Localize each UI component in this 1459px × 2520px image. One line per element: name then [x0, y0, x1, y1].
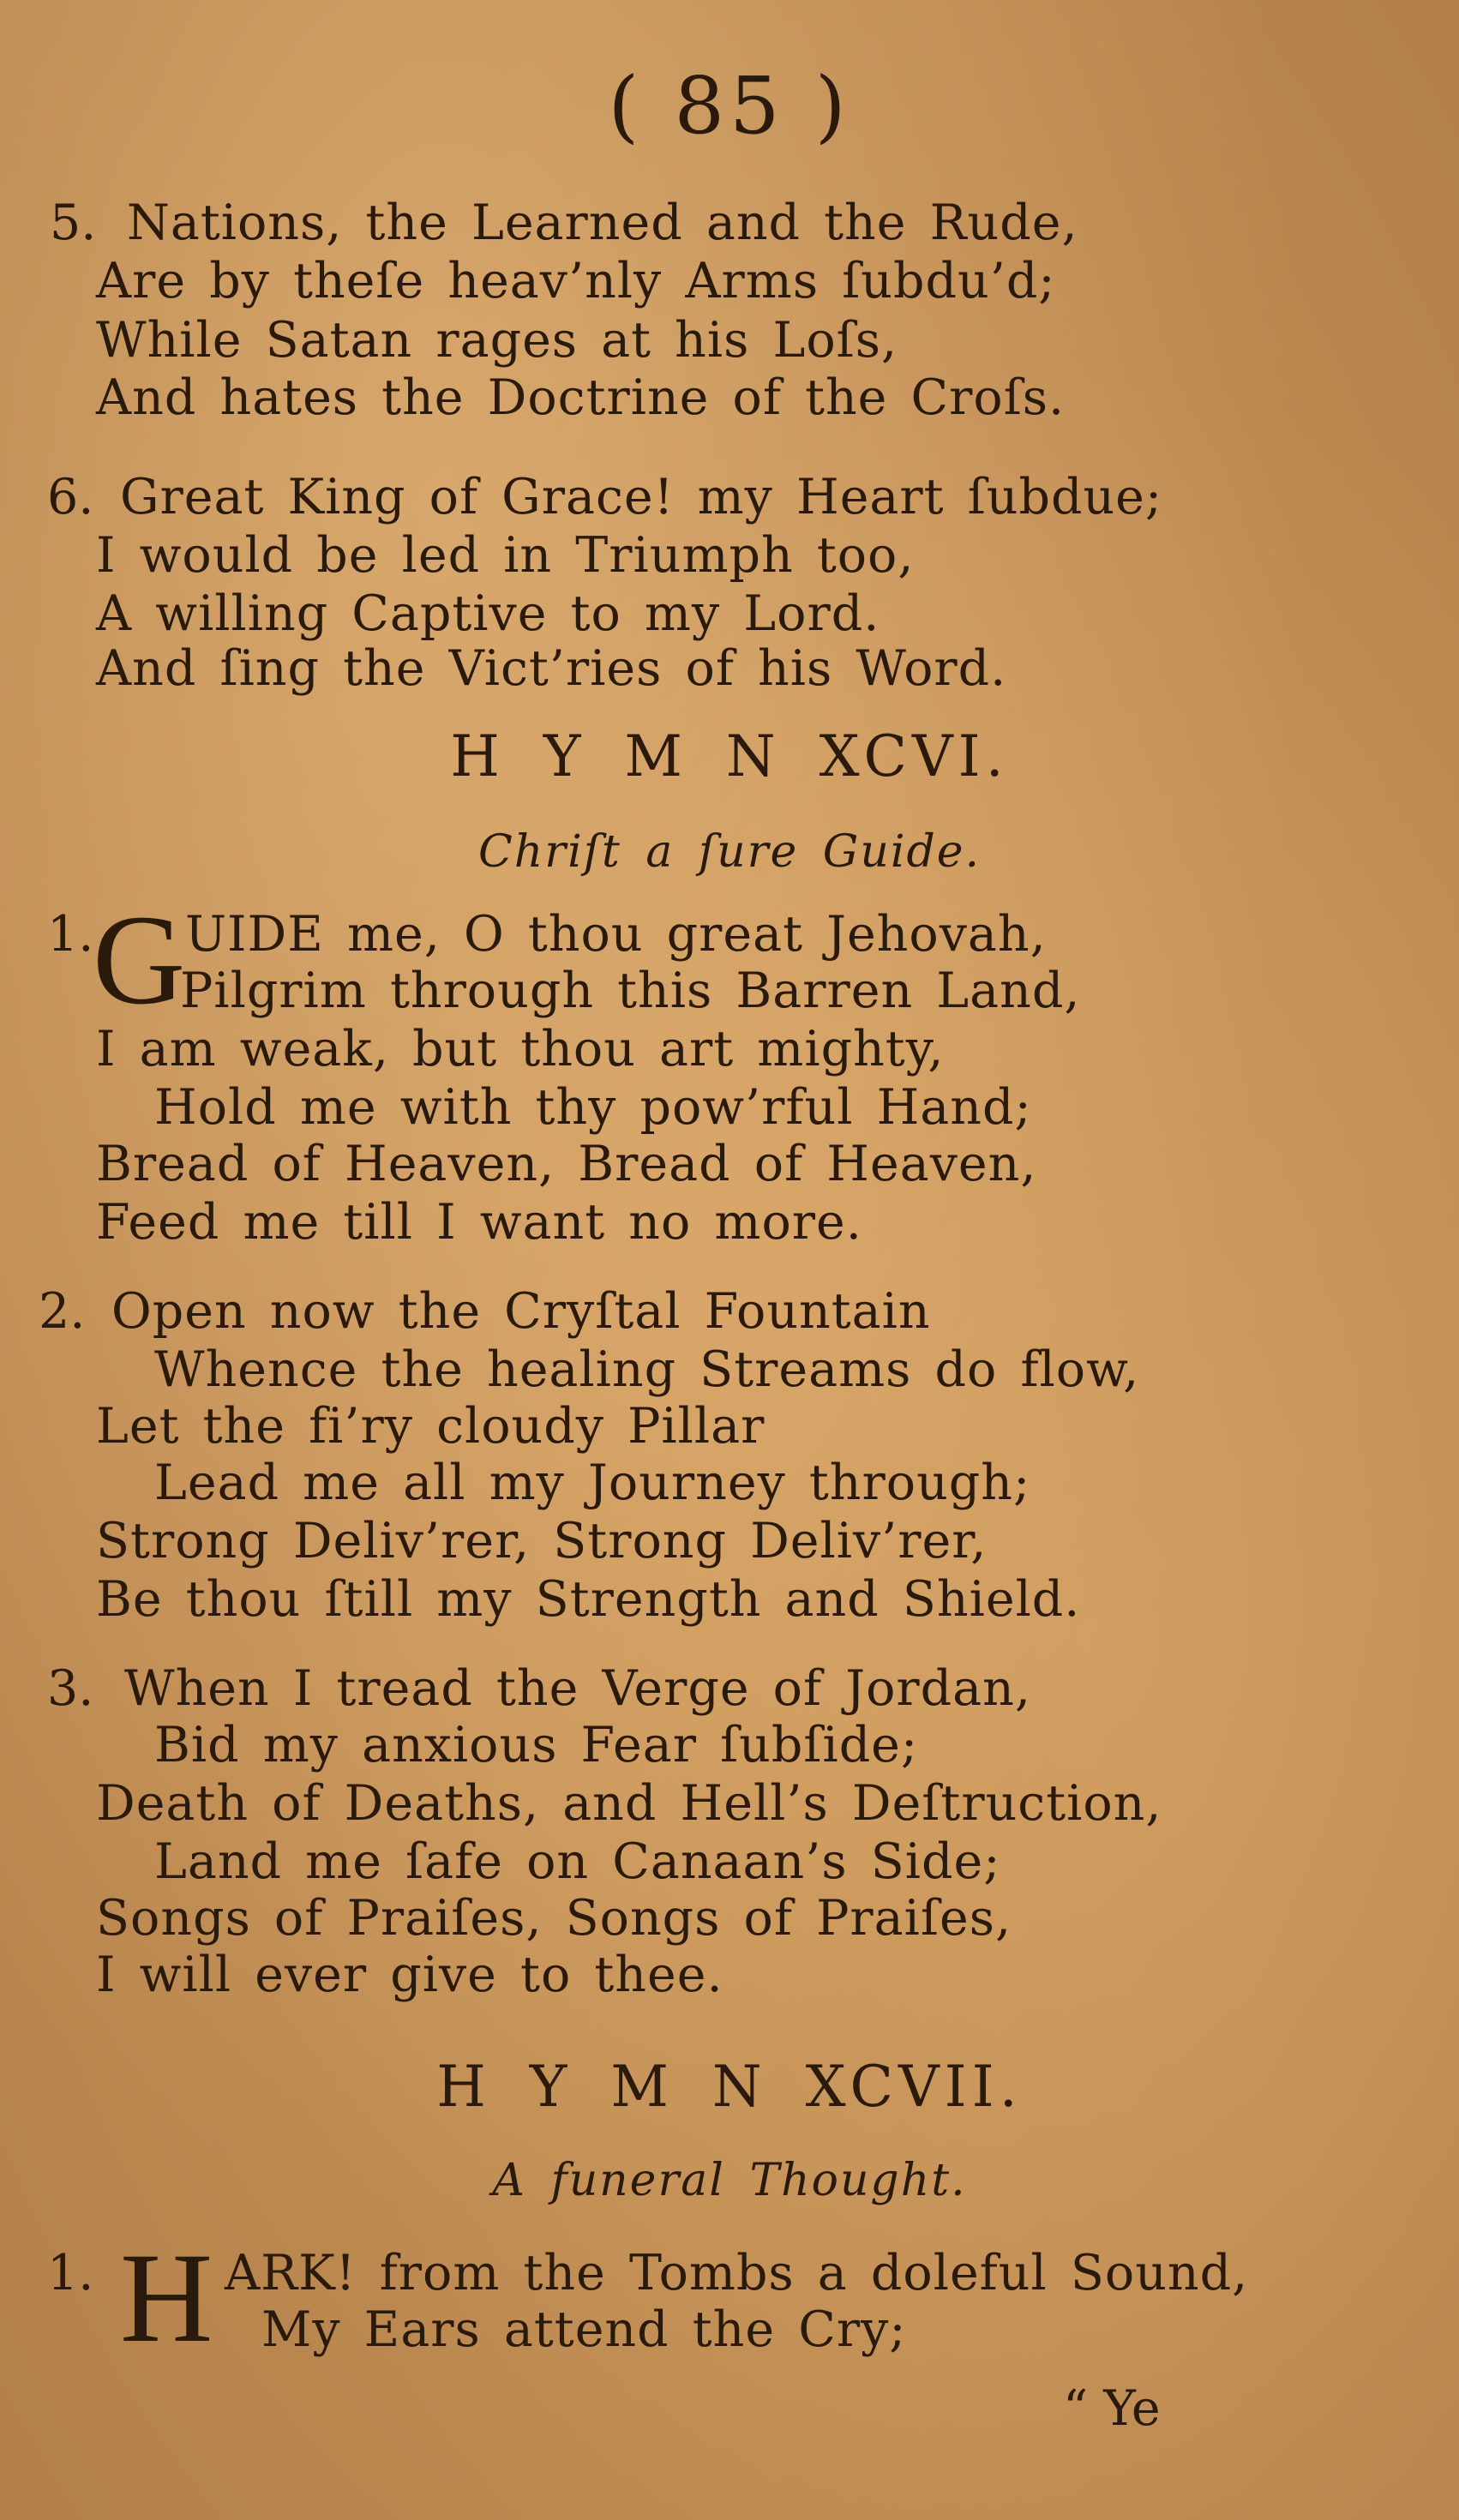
verse-line: And hates the Doctrine of the Croſs. [96, 369, 1066, 426]
verse-line: Whence the healing Streams do flow, [154, 1341, 1140, 1398]
verse-line: Great King of Grace! my Heart ſubdue; [120, 469, 1163, 525]
verse-number: 3. [47, 1660, 94, 1717]
verse-line: Lead me all my Journey through; [154, 1455, 1031, 1511]
verse-line: Bread of Heaven, Bread of Heaven, [96, 1136, 1037, 1192]
verse-line: Hold me with thy pow’rful Hand; [154, 1079, 1032, 1136]
verse-number: 5. [50, 195, 97, 251]
verse-line: UIDE me, O thou great Jehovah, [185, 906, 1047, 963]
verse-line: I would be led in Triumph too, [96, 527, 915, 584]
verse-line: My Ears attend the Cry; [261, 2301, 907, 2358]
verse-line: Strong Deliv’rer, Strong Deliv’rer, [96, 1513, 988, 1569]
verse-line: I am weak, but thou art mighty, [96, 1021, 945, 1077]
drop-cap: H [120, 2227, 213, 2369]
hymn-title: H Y M N XCVII. [436, 2054, 1023, 2120]
verse-line: Land me ſafe on Canaan’s Side; [154, 1833, 1001, 1890]
verse-line: Be thou ſtill my Strength and Shield. [96, 1571, 1081, 1628]
catchword: “ Ye [1063, 2380, 1161, 2437]
verse-line: Death of Deaths, and Hell’s Deſtruction, [96, 1775, 1162, 1832]
verse-line: A willing Captive to my Lord. [96, 585, 880, 642]
verse-line: Songs of Praiſes, Songs of Praiſes, [96, 1890, 1012, 1947]
verse-number: 6. [47, 469, 94, 525]
drop-cap: G [93, 889, 186, 1031]
verse-line: Bid my anxious Fear ſubſide; [154, 1717, 919, 1773]
hymn-subtitle: Chriſt a ſure Guide. [477, 826, 982, 878]
verse-line: When I tread the Verge of Jordan, [124, 1660, 1031, 1717]
verse-number: 1. [47, 2245, 94, 2301]
verse-line: Pilgrim through this Barren Land, [180, 963, 1081, 1019]
verse-line: Feed me till I want no more. [96, 1194, 862, 1251]
verse-line: And ſing the Vict’ries of his Word. [96, 640, 1007, 697]
verse-line: ARK! from the Tombs a doleful Sound, [225, 2245, 1249, 2301]
verse-line: While Satan rages at his Loſs, [96, 312, 898, 369]
verse-line: Let the fi’ry cloudy Pillar [96, 1398, 766, 1455]
verse-number: 1. [47, 906, 94, 963]
verse-line: Open now the Cryſtal Fountain [111, 1283, 931, 1340]
verse-line: Are by theſe heav’nly Arms ſubdu’d; [96, 253, 1056, 309]
verse-line: Nations, the Learned and the Rude, [127, 195, 1078, 251]
hymn-subtitle: A funeral Thought. [492, 2155, 967, 2206]
hymn-title: H Y M N XCVI. [450, 723, 1009, 789]
verse-line: I will ever give to thee. [96, 1947, 723, 2003]
verse-number: 2. [39, 1283, 86, 1340]
page-number: ( 85 ) [608, 60, 851, 152]
